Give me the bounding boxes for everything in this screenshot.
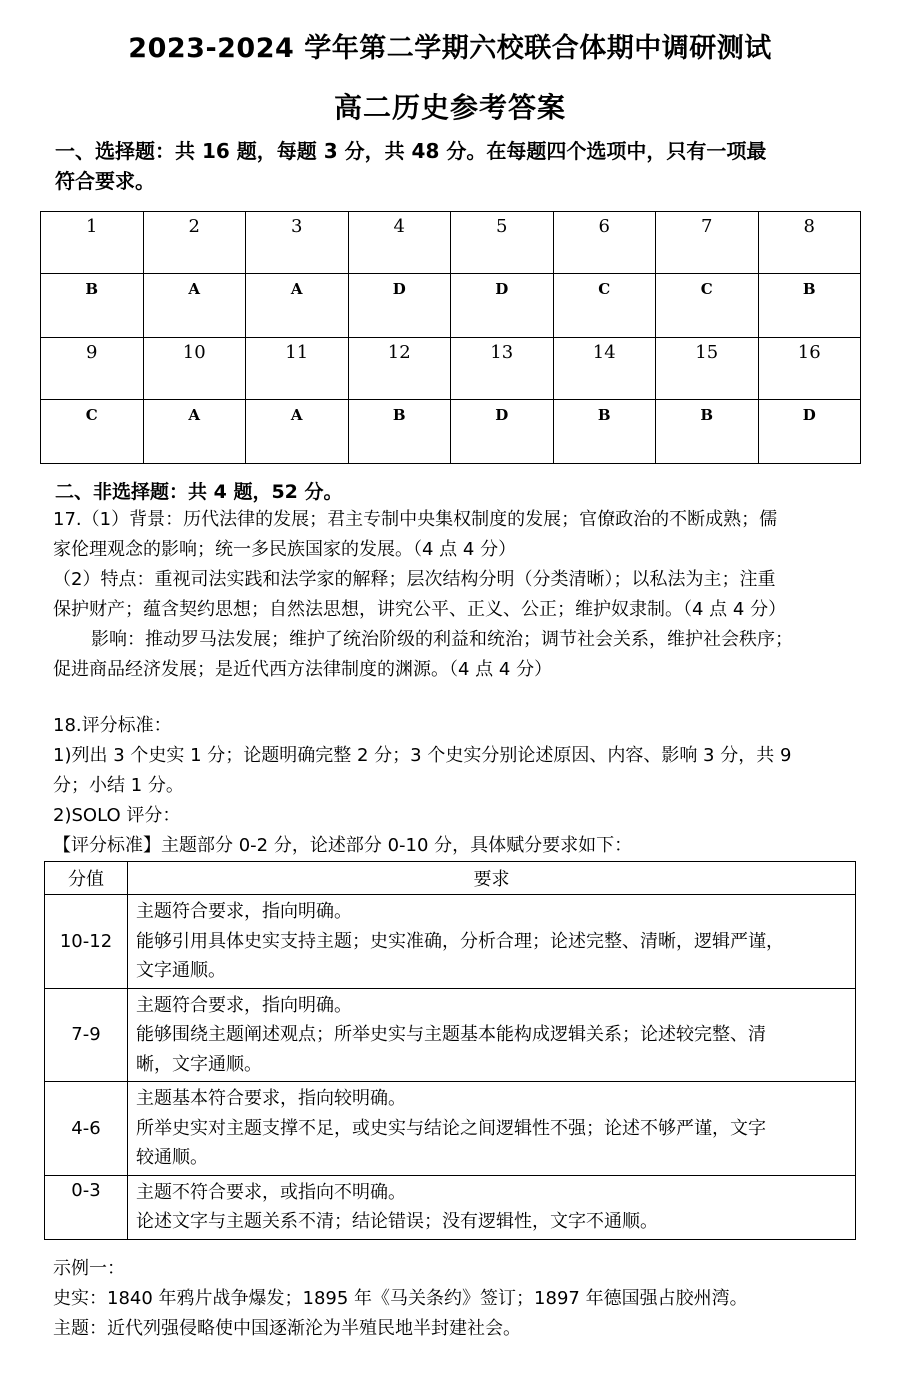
section1-heading-line2: 符合要求。 [55, 169, 155, 193]
rubric-score: 0-3 [45, 1175, 128, 1239]
rubric-requirement-line: 文字通顺。 [136, 960, 226, 981]
question-number: 12 [348, 338, 451, 400]
rubric-header-score: 分值 [45, 862, 128, 895]
q17-line: （2）特点：重视司法实践和法学家的解释；层次结构分明（分类清晰）；以私法为主；注重 [53, 569, 776, 590]
rubric-requirement [128, 1082, 856, 1176]
answer-table-answer-row [41, 274, 861, 338]
rubric-row [45, 1082, 856, 1176]
answer-cell: A [246, 400, 349, 464]
question-number: 11 [246, 338, 349, 400]
rubric-requirement [128, 988, 856, 1082]
question-number: 2 [143, 212, 246, 274]
q17-line: 影响：推动罗马法发展；维护了统治阶级的利益和统治；调节社会关系，维护社会秩序； [91, 629, 793, 650]
answer-cell: C [656, 274, 759, 338]
question-number: 16 [758, 338, 861, 400]
q18-line: 18.评分标准： [53, 715, 172, 736]
answer-cell: A [246, 274, 349, 338]
q17-line: 17.（1）背景：历代法律的发展；君主专制中央集权制度的发展；官僚政治的不断成熟；儒 [53, 509, 778, 530]
rubric-requirement-line: 所举史实对主题支撑不足，或史实与结论之间逻辑性不强；论述不够严谨，文字 [136, 1117, 766, 1139]
question-number: 13 [451, 338, 554, 400]
document-subtitle: 高二历史参考答案 [333, 91, 566, 124]
question-number: 6 [553, 212, 656, 274]
answer-table-number-row [41, 212, 861, 274]
rubric-header-row [45, 862, 856, 895]
answer-cell: B [553, 400, 656, 464]
q18-line: 分；小结 1 分。 [53, 775, 184, 796]
answer-cell: B [656, 400, 759, 464]
answer-cell: D [758, 400, 861, 464]
example-theme: 主题：近代列强侵略使中国逐渐沦为半殖民地半封建社会。 [53, 1318, 521, 1339]
rubric-row [45, 988, 856, 1082]
question-number: 9 [41, 338, 144, 400]
q18-line: 【评分标准】主题部分 0-2 分，论述部分 0-10 分，具体赋分要求如下： [53, 835, 633, 856]
answer-cell: D [451, 400, 554, 464]
answer-cell: B [758, 274, 861, 338]
answer-cell: A [143, 274, 246, 338]
answer-table [40, 211, 861, 464]
rubric-requirement-line: 晰，文字通顺。 [136, 1053, 262, 1075]
rubric-requirement-line: 能够引用具体史实支持主题；史实准确，分析合理；论述完整、清晰，逻辑严谨， [136, 930, 784, 952]
question-number: 1 [41, 212, 144, 274]
q18-line: 2)SOLO 评分： [53, 805, 181, 826]
q17-line: 保护财产；蕴含契约思想；自然法思想，讲究公平、正义、公正；维护奴隶制。（4 点 4 分） [53, 599, 787, 620]
rubric-requirement [128, 895, 856, 989]
section1-heading [55, 136, 855, 196]
document-title: 2023-2024 学年第二学期六校联合体期中调研测试 [128, 33, 772, 64]
q18-line: 1)列出 3 个史实 1 分；论题明确完整 2 分；3 个史实分别论述原因、内容、影响 3 分，共 9 [53, 745, 792, 766]
answer-cell: D [451, 274, 554, 338]
question-number: 4 [348, 212, 451, 274]
question-number: 15 [656, 338, 759, 400]
rubric-requirement-line: 主题符合要求，指向明确。 [136, 901, 352, 922]
answer-cell: A [143, 400, 246, 464]
scoring-rubric-table [44, 861, 856, 1240]
answer-table-number-row [41, 338, 861, 400]
answer-cell: D [348, 274, 451, 338]
answer-cell: C [41, 400, 144, 464]
rubric-row [45, 895, 856, 989]
example-label: 示例一： [53, 1258, 125, 1279]
example-facts: 史实：1840 年鸦片战争爆发；1895 年《马关条约》签订；1897 年德国强占胶州湾。 [53, 1288, 748, 1309]
question-number: 14 [553, 338, 656, 400]
answer-cell: C [553, 274, 656, 338]
question-number: 10 [143, 338, 246, 400]
rubric-requirement-line: 较通顺。 [136, 1147, 208, 1168]
q17-line: 家伦理观念的影响；统一多民族国家的发展。（4 点 4 分） [53, 539, 517, 560]
section1-heading-line1: 一、选择题：共 16 题，每题 3 分，共 48 分。在每题四个选项中，只有一项最 [55, 139, 767, 163]
answer-cell: B [41, 274, 144, 338]
rubric-score: 7-9 [45, 988, 128, 1082]
answer-cell: B [348, 400, 451, 464]
answer-table-answer-row [41, 400, 861, 464]
rubric-requirement-line: 主题基本符合要求，指向较明确。 [136, 1088, 406, 1109]
question-number: 8 [758, 212, 861, 274]
question-number: 3 [246, 212, 349, 274]
section2-heading: 二、非选择题：共 4 题，52 分。 [55, 481, 343, 503]
rubric-requirement-line: 能够围绕主题阐述观点；所举史实与主题基本能构成逻辑关系；论述较完整、清 [136, 1024, 766, 1045]
rubric-row [45, 1175, 856, 1239]
rubric-requirement-line: 主题不符合要求，或指向不明确。 [136, 1181, 406, 1203]
rubric-header-requirement: 要求 [128, 862, 856, 895]
rubric-score: 4-6 [45, 1082, 128, 1176]
question-18-answer [53, 711, 853, 861]
rubric-requirement-line: 论述文字与主题关系不清；结论错误；没有逻辑性，文字不通顺。 [136, 1211, 658, 1232]
rubric-score: 10-12 [45, 895, 128, 989]
question-17-answer [53, 505, 853, 685]
question-number: 5 [451, 212, 554, 274]
example-one [53, 1254, 853, 1344]
q17-line: 促进商品经济发展；是近代西方法律制度的渊源。（4 点 4 分） [53, 659, 553, 680]
rubric-requirement [128, 1175, 856, 1239]
question-number: 7 [656, 212, 759, 274]
rubric-requirement-line: 主题符合要求，指向明确。 [136, 994, 352, 1016]
